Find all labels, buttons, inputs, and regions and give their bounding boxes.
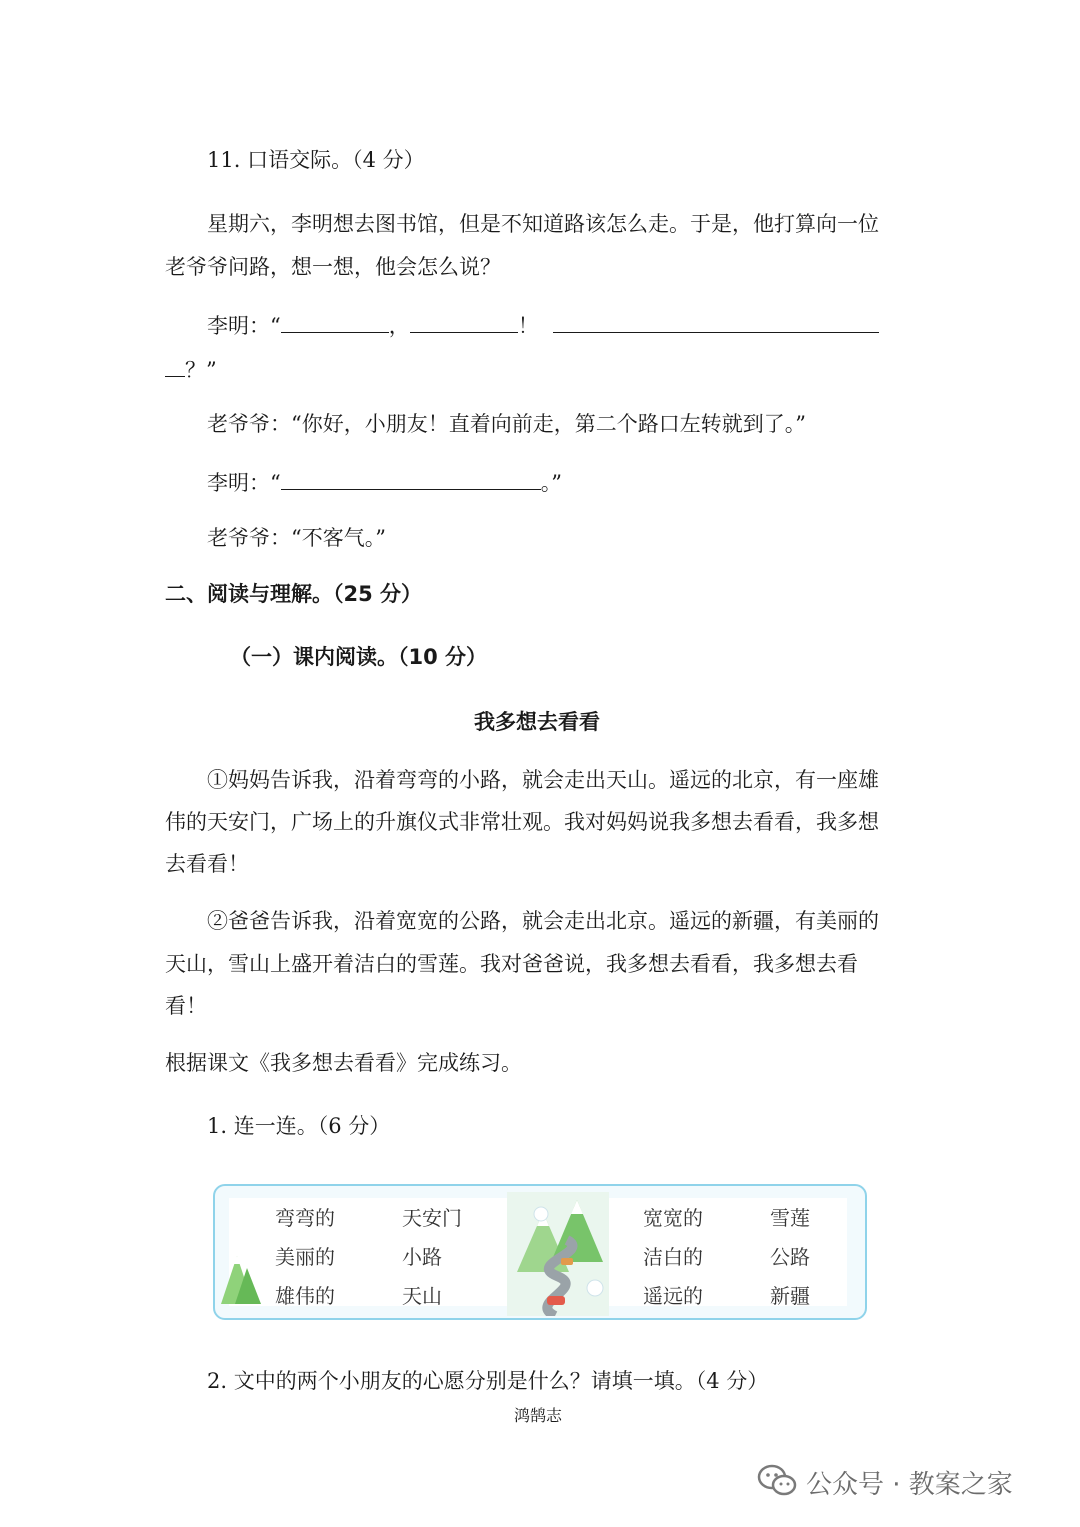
para2-line2: 天山，雪山上盛开着洁白的雪莲。我对爸爸说，我多想去看看，我多想去看 bbox=[165, 952, 858, 976]
para1-line3: 去看看！ bbox=[165, 852, 249, 876]
author-label: 鸿鹄志 bbox=[514, 1406, 563, 1425]
match-left-item[interactable]: 美丽的 bbox=[275, 1245, 335, 1269]
speaker-liming: 李明：“ bbox=[207, 471, 281, 495]
dialogue-1-end bbox=[165, 354, 217, 384]
answer-blank-1[interactable] bbox=[281, 310, 389, 333]
match-right-item[interactable]: 宽宽的 bbox=[643, 1206, 703, 1230]
wechat-icon bbox=[757, 1464, 797, 1498]
matching-box bbox=[213, 1184, 867, 1320]
match-left-item[interactable]: 雄伟的 bbox=[275, 1284, 335, 1308]
match-right-item[interactable]: 遥远的 bbox=[643, 1284, 703, 1308]
para2-line3: 看！ bbox=[165, 994, 207, 1018]
exclamation: ！ bbox=[517, 314, 539, 338]
para1-line2: 伟的天安门，广场上的升旗仪式非常壮观。我对妈妈说我多想去看看，我多想 bbox=[165, 810, 879, 834]
mountain-icon bbox=[217, 1246, 263, 1306]
answer-blank-4[interactable] bbox=[281, 467, 541, 490]
quote-close: 。” bbox=[540, 471, 562, 495]
match-left-target[interactable]: 天山 bbox=[402, 1284, 442, 1308]
para1-line1: ①妈妈告诉我，沿着弯弯的小路，就会走出天山。遥远的北京，有一座雄 bbox=[207, 768, 879, 792]
answer-blank-3[interactable] bbox=[553, 310, 879, 333]
winding-road-illustration bbox=[507, 1192, 609, 1316]
q11-title: 11. 口语交际。（4 分） bbox=[207, 148, 425, 172]
sub-heading: （一）课内阅读。（10 分） bbox=[230, 645, 488, 669]
answer-blank-3-cont[interactable] bbox=[165, 354, 185, 377]
section-heading: 二、阅读与理解。（25 分） bbox=[165, 582, 423, 606]
q11-intro-line1: 星期六，李明想去图书馆，但是不知道路该怎么走。于是，他打算向一位 bbox=[207, 212, 879, 236]
match-left-item[interactable]: 弯弯的 bbox=[275, 1206, 335, 1230]
left-panel bbox=[229, 1198, 507, 1306]
q11-intro-line2: 老爷爷问路，想一想，他会怎么说？ bbox=[165, 255, 501, 279]
instruction: 根据课文《我多想去看看》完成练习。 bbox=[165, 1051, 522, 1075]
dialogue-2: 老爷爷：“你好，小朋友！直着向前走，第二个路口左转就到了。” bbox=[207, 412, 806, 436]
question-close: ？” bbox=[185, 358, 217, 382]
speaker-liming: 李明：“ bbox=[207, 314, 281, 338]
match-right-target[interactable]: 新疆 bbox=[770, 1284, 810, 1308]
match-right-target[interactable]: 公路 bbox=[770, 1245, 810, 1269]
dialogue-1 bbox=[207, 310, 879, 340]
match-left-target[interactable]: 小路 bbox=[402, 1245, 442, 1269]
dialogue-4: 老爷爷：“不客气。” bbox=[207, 526, 386, 550]
para2-line1: ②爸爸告诉我，沿着宽宽的公路，就会走出北京。遥远的新疆，有美丽的 bbox=[207, 909, 879, 933]
comma: ， bbox=[388, 314, 410, 338]
q2-title: 2. 文中的两个小朋友的心愿分别是什么？请填一填。（4 分） bbox=[207, 1369, 769, 1393]
watermark-text: 公众号 · 教案之家 bbox=[806, 1470, 1013, 1500]
dialogue-3 bbox=[207, 467, 562, 497]
q1-title: 1. 连一连。（6 分） bbox=[207, 1114, 391, 1138]
passage-title: 我多想去看看 bbox=[474, 710, 600, 734]
match-right-item[interactable]: 洁白的 bbox=[643, 1245, 703, 1269]
match-left-target[interactable]: 天安门 bbox=[402, 1206, 462, 1230]
answer-blank-2[interactable] bbox=[410, 310, 518, 333]
match-right-target[interactable]: 雪莲 bbox=[770, 1206, 810, 1230]
